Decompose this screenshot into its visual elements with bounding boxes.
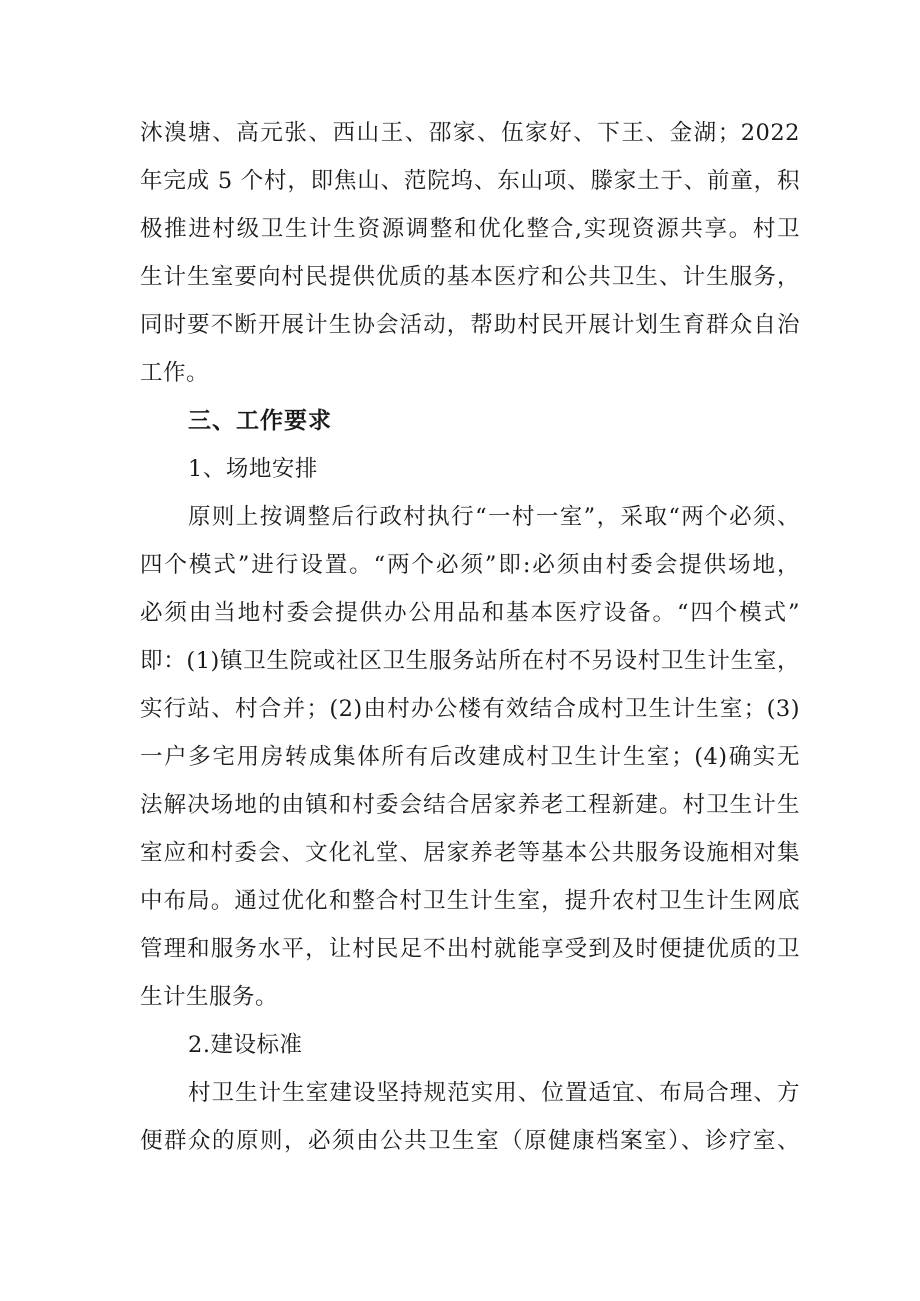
subsection-heading: 1、场地安排 — [188, 456, 318, 482]
paragraph-line: 生计生服务。 — [140, 984, 279, 1010]
paragraph-line: 一户多宅用房转成集体所有后改建成村卫生计生室；(4)确实无 — [140, 744, 800, 770]
paragraph-line: 沐溴塘、高元张、西山王、邵家、伍家好、下王、金湖；2022 — [140, 120, 800, 146]
paragraph-line: 四个模式”进行设置。“两个必须”即:必须由村委会提供场地， — [140, 552, 800, 578]
paragraph-line: 实行站、村合并；(2)由村办公楼有效结合成村卫生计生室；(3) — [140, 696, 800, 722]
paragraph-line: 同时要不断开展计生协会活动，帮助村民开展计划生育群众自治 — [140, 312, 800, 338]
paragraph-line: 村卫生计生室建设坚持规范实用、位置适宜、布局合理、方 — [188, 1080, 800, 1106]
paragraph-line: 年完成 5 个村，即焦山、范院坞、东山项、滕家土于、前童，积 — [140, 168, 800, 194]
paragraph-line: 室应和村委会、文化礼堂、居家养老等基本公共服务设施相对集 — [140, 840, 800, 866]
paragraph-line: 生计生室要向村民提供优质的基本医疗和公共卫生、计生服务， — [140, 264, 800, 290]
paragraph-line: 原则上按调整后行政村执行“一村一室”，采取“两个必须、 — [188, 504, 800, 530]
paragraph-line: 中布局。通过优化和整合村卫生计生室，提升农村卫生计生网底 — [140, 888, 800, 914]
subsection-heading: 2.建设标准 — [188, 1032, 303, 1058]
paragraph-line: 工作。 — [140, 360, 210, 386]
paragraph-line: 极推进村级卫生计生资源调整和优化整合,实现资源共享。村卫 — [140, 216, 800, 242]
paragraph-line: 法解决场地的由镇和村委会结合居家养老工程新建。村卫生计生 — [140, 792, 800, 818]
paragraph-line: 便群众的原则，必须由公共卫生室（原健康档案室）、诊疗室、 — [140, 1128, 800, 1154]
section-heading: 三、工作要求 — [188, 408, 332, 434]
paragraph-line: 必须由当地村委会提供办公用品和基本医疗设备。“四个模式” — [140, 600, 800, 626]
paragraph-line: 管理和服务水平，让村民足不出村就能享受到及时便捷优质的卫 — [140, 936, 800, 962]
paragraph-line: 即：(1)镇卫生院或社区卫生服务站所在村不另设村卫生计生室， — [140, 648, 800, 674]
